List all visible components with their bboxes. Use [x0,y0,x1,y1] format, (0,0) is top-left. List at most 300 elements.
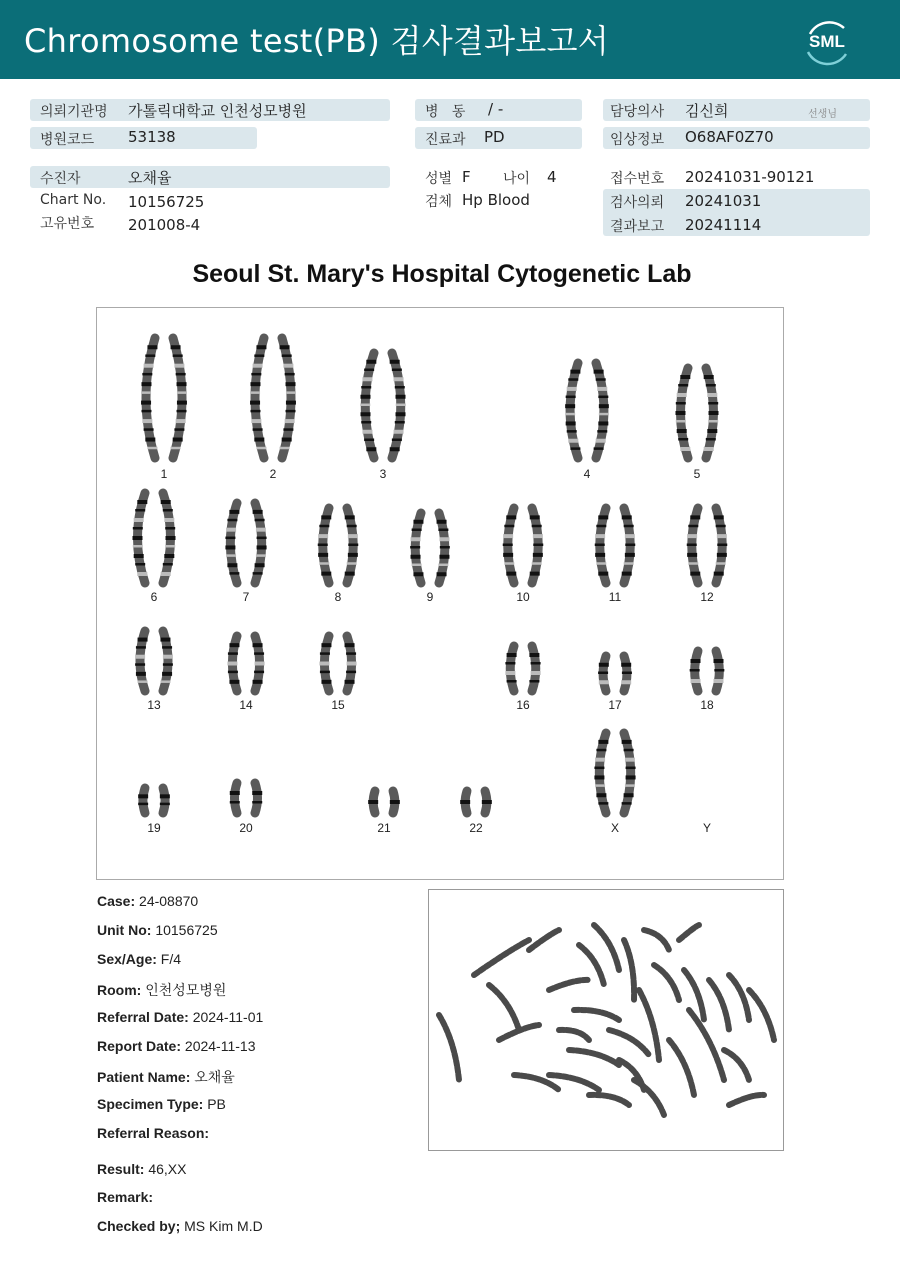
chromosome-band [141,401,151,405]
chromosome-band [173,354,183,357]
chromosome-label: 20 [239,821,253,835]
chromosome-band [438,564,448,567]
chromosome-band [706,438,716,441]
chromosome-band [135,663,145,666]
chromosome-band [533,534,543,538]
chromosome-band [507,653,517,657]
detail-row [97,1009,263,1025]
chromosome-band [596,793,606,797]
chromosome-band [282,354,292,357]
chromosome-label: 21 [377,821,391,835]
chromosome-band [160,794,170,798]
age-label: 나이 [503,171,531,187]
chromosome-band [141,391,151,394]
chromosome-band [141,410,151,413]
chromosome-band [347,525,357,528]
chromosome-band [599,680,609,684]
detail-row [97,980,226,1000]
chromosome-band [177,382,187,386]
chromosome-band [390,360,400,364]
chromosome-band [624,562,634,565]
chromosome-band [136,646,146,649]
chromosome-band [437,520,447,524]
detail-value: F/4 [156,951,182,967]
institution-label: 의뢰기관명 [40,104,108,120]
chromosome-band [714,515,724,519]
chromosome-band [320,652,330,655]
chromosome-band [176,373,186,376]
chromosome-band [163,563,173,566]
chromosome-band [411,537,421,541]
sex-label: 성별 [425,171,453,187]
chromosome-band [714,572,724,576]
chromosome-band [596,439,606,443]
chromosome-band [691,679,701,683]
chromosome-band [394,430,404,434]
chromosome-band [364,369,374,372]
chromosome-band [346,671,356,674]
chromosome-band [594,370,604,374]
chromosome-band [286,410,296,413]
chromosome-label: 6 [150,590,158,604]
chromosome-band [717,544,727,547]
chromosome-band [177,410,187,413]
chromosome-band [439,537,449,541]
chromosome-band [624,749,634,752]
chromosome-band [366,360,376,364]
detail-value: PB [203,1096,226,1112]
chromosome-band [133,536,143,540]
hospital-code-label: 병원코드 [40,132,95,148]
chromosome-band [503,534,513,538]
chromosome-band [360,404,370,407]
chromosome [624,733,631,813]
chromosome-band [225,537,235,540]
chromosome-band [716,562,726,565]
chromosome-band [716,525,726,528]
chromosome-band [256,447,266,450]
chromosome-band [253,643,263,647]
detail-value: 24-08870 [135,893,199,909]
chromosome-band [676,420,686,423]
chromosome-band [253,510,263,514]
chromosome-band [345,643,355,647]
chromosome-band [255,563,265,567]
chromosome-band [622,672,632,675]
metaphase-chromosome [644,930,669,950]
chromosome-band [565,413,575,416]
chromosome-label: 18 [700,698,714,712]
metaphase-chromosome [724,1050,749,1080]
chromosome-band [165,527,175,530]
chromosome-band [691,659,701,663]
chromosome-band [708,402,718,405]
chromosome-band [160,680,170,683]
chromosome-band [505,671,515,675]
chromosome-band [390,800,400,804]
chromosome-band [134,518,144,522]
chromosome-band [226,528,236,532]
detail-value: 46,XX [144,1161,187,1177]
chromosome-band [678,384,688,387]
metaphase-chromosome [619,1060,644,1090]
chromosome-band [690,669,700,672]
chromosome-band [133,527,143,530]
chromosome-band [254,671,264,674]
chromosome-band [173,438,183,442]
metaphase-chromosome [749,990,774,1040]
chromosome-band [225,545,235,549]
detail-row [97,1096,226,1112]
detail-value: 인천성모병원 [141,982,227,998]
detail-key: Referral Date: [97,1009,189,1025]
chromosome-band [142,419,152,423]
metaphase-chromosome [669,1040,694,1095]
chromosome-band [567,387,577,391]
chromosome-band [392,439,402,442]
chromosome-band [228,671,238,674]
chromosome-band [253,572,263,575]
chromosome-band [678,438,688,441]
chromosome-label: 11 [608,590,622,604]
chromosome [235,783,238,813]
chromosome-label: Y [702,821,712,835]
chromosome-band [595,758,605,762]
detail-row [97,893,198,909]
chromosome-band [438,529,448,532]
chromosome-band [318,534,328,538]
metaphase-chromosome [589,1095,629,1105]
report-title: Chromosome test(PB) 검사결과보고서 [24,22,610,60]
chromosome-label: 1 [160,467,168,481]
unique-value: 201008-4 [128,216,201,234]
chromosome-band [704,447,714,451]
clinical-value: O68AF0Z70 [685,128,774,146]
chromosome-band [177,391,187,394]
chromosome-band [625,784,635,787]
chromosome-band [622,515,632,519]
chromosome-band [594,775,604,779]
chromosome-band [439,555,449,559]
chromosome-band [625,534,635,538]
chromosome-band [625,553,635,557]
chromosome-band [503,553,513,557]
chromosome-band [566,421,576,425]
request-value: 20241031 [685,192,762,210]
chromosome-band [164,518,174,522]
chromosome [599,733,606,813]
chromosome-band [138,794,148,798]
detail-key: Checked by; [97,1218,181,1234]
doctor-value: 김신희 [685,102,729,120]
chromosome-label: 15 [331,698,345,712]
chromosome-band [280,447,290,450]
chromosome-band [345,572,355,576]
chromosome-band [251,419,261,423]
chromosome-band [688,562,698,565]
ward-value: / - [488,100,504,118]
chromosome-band [253,364,263,368]
chromosome-band [321,643,331,647]
metaphase-chromosome [634,1080,664,1115]
chromosome-label: X [610,821,620,835]
chromosome-band [230,791,240,795]
request-label: 검사의뢰 [610,195,665,211]
metaphase-figure [429,890,783,1150]
clinical-label: 임상정보 [610,132,665,148]
chromosome-band [687,534,697,538]
chromosome-band [360,412,370,416]
age-value: 4 [547,168,557,186]
chromosome-band [533,544,543,547]
chromosome-band [321,680,331,684]
chromosome-band [137,572,147,576]
chromosome-band [160,803,170,806]
department-value: PD [484,128,505,146]
detail-row [97,1189,153,1205]
chromosome-band [361,386,371,389]
chart-value: 10156725 [128,193,205,211]
chromosome-band [709,411,719,415]
chromosome-band [362,377,372,381]
lab-title: Seoul St. Mary's Hospital Cytogenetic Lab [192,260,692,288]
metaphase-chromosome [529,930,559,950]
metaphase-chromosome [549,980,589,990]
detail-row [97,922,218,938]
chromosome-band [529,680,539,683]
chromosome-band [626,767,636,770]
chromosome-band [506,572,516,576]
detail-key: Referral Reason: [97,1125,210,1141]
chromosome-band [361,421,371,424]
chromosome-band [596,378,606,381]
chromosome-band [228,652,238,655]
chromosome-label: 17 [608,698,622,712]
chromosome-band [163,509,173,512]
chromosome-band [253,428,263,431]
chromosome-band [136,672,146,676]
chromosome-band [250,401,260,405]
metaphase-image [428,889,784,1151]
chromosome-band [138,803,148,806]
detail-key: Result: [97,1161,145,1177]
chromosome-band [622,802,632,805]
chromosome-band [161,500,171,504]
chromosome-label: 14 [239,698,253,712]
chromosome-band [166,536,176,540]
chromosome-band [595,544,605,547]
chromosome-band [412,529,422,532]
chromosome-band [532,525,542,528]
karyotype-figure [97,308,783,879]
chromosome-band [163,663,173,666]
report-header [0,0,900,79]
chromosome-band [688,525,698,528]
chromosome-band [594,767,604,770]
chromosome-band [717,534,727,538]
chromosome-band [395,421,405,424]
chromosome-label: 22 [469,821,483,835]
chromosome-band [597,387,607,391]
chromosome-band [345,680,355,684]
chromosome-band [504,525,514,528]
chromosome-band [255,662,265,666]
chromosome-label: 10 [516,590,530,604]
chromosome-band [251,373,261,376]
specimen-value: Hp Blood [462,191,530,209]
receipt-label: 접수번호 [610,171,665,187]
report-value: 20241114 [685,216,762,234]
patient-value: 오채율 [128,169,172,187]
chromosome-band [599,663,609,667]
chromosome-band [565,404,575,408]
chromosome-band [568,378,578,381]
ward-label: 병 동 [425,104,466,120]
chromosome-band [144,428,154,431]
detail-key: Remark: [97,1189,154,1205]
doctor-suffix: 선생님 [808,109,837,120]
chromosome-band [621,663,631,667]
chromosome-band [257,537,267,540]
chromosome-band [348,544,358,547]
chromosome-band [622,740,632,744]
chromosome-band [283,364,293,368]
detail-key: Sex/Age: [97,951,157,967]
chromosome-band [599,413,609,416]
chromosome-band [252,791,262,795]
chromosome-band [229,510,239,514]
chromosome-band [503,544,513,547]
chromosome [255,783,258,813]
chromosome-band [147,447,157,450]
chromosome-label: 2 [269,467,277,481]
chromosome-band [229,572,239,575]
chromosome [163,788,165,813]
chromosome-label: 7 [242,590,250,604]
chromosome [143,788,145,813]
chromosome-band [348,534,358,538]
chromosome-band [622,572,632,576]
chromosome-band [707,393,717,397]
chromosome-band [137,500,147,504]
chromosome-band [176,419,186,423]
chromosome-band [285,373,295,376]
chromosome-band [364,439,374,442]
detail-row [97,1218,263,1234]
chromosome-band [624,793,634,797]
patient-band [30,166,390,188]
chromosome-band [229,643,239,647]
chromosome-band [507,680,517,683]
chromosome [510,646,514,691]
chromosome-band [440,546,450,549]
chromosome-band [319,662,329,666]
metaphase-chromosome [574,1010,619,1020]
chromosome-band [676,402,686,405]
chromosome-band [254,354,264,357]
chromosome-band [599,404,609,408]
chromosome-band [226,554,236,557]
chromosome [255,503,262,583]
chromosome-band [147,345,157,349]
chromosome-band [229,680,239,684]
chromosome-band [707,429,717,433]
chromosome-band [253,680,263,684]
chromosome-band [533,553,543,557]
chromosome-band [598,515,608,519]
chromosome-band [320,671,330,674]
chromosome-band [530,515,540,519]
chromosome-band [250,382,260,386]
chromosome-band [368,800,378,804]
chromosome-band [597,430,607,433]
chromosome-band [321,515,331,519]
chromosome [532,646,536,691]
chromosome-band [254,438,264,442]
chromosome-band [282,438,292,442]
chromosome-band [598,396,608,399]
chromosome-band [413,520,423,524]
chromosome-band [625,758,635,762]
chromosome-band [690,515,700,519]
chromosome-band [138,680,148,683]
chromosome-band [598,802,608,805]
chromosome-band [360,395,370,399]
chart-label: Chart No. [40,192,107,208]
chromosome-band [677,429,687,433]
chromosome-band [570,447,580,450]
chromosome-band [134,554,144,558]
detail-key: Case: [97,893,136,909]
chromosome-band [390,447,400,451]
chromosome-band [345,515,355,519]
chromosome-band [227,563,237,567]
chromosome-band [162,646,172,649]
chromosome-band [717,553,727,557]
chromosome-band [530,572,540,576]
detail-row [97,951,181,967]
metaphase-chromosome [474,940,529,975]
detail-row [97,1038,255,1054]
chromosome-band [162,672,172,676]
chromosome-label: 9 [426,590,434,604]
chromosome-band [227,519,237,522]
chromosome-band [174,364,184,368]
chromosome-label: 3 [379,467,387,481]
receipt-value: 20241031-90121 [685,168,815,186]
patient-label: 수진자 [40,171,81,187]
chromosome-label: 16 [516,698,530,712]
chromosome-band [596,525,606,528]
detail-value: 2024-11-01 [188,1009,264,1025]
chromosome-band [594,447,604,450]
chromosome-band [362,430,372,434]
chromosome-band [133,545,143,548]
chromosome-band [598,740,608,744]
chromosome-band [286,401,296,405]
chromosome-band [531,671,541,675]
chromosome-band [347,662,357,666]
chromosome-band [568,439,578,443]
metaphase-chromosome [654,965,679,1000]
chromosome-band [135,563,145,566]
karyotype-image [96,307,784,880]
chromosome [570,363,578,458]
chromosome-band [286,391,296,394]
chromosome-band [596,562,606,565]
chromosome-band [174,428,184,431]
metaphase-chromosome [729,975,749,1020]
